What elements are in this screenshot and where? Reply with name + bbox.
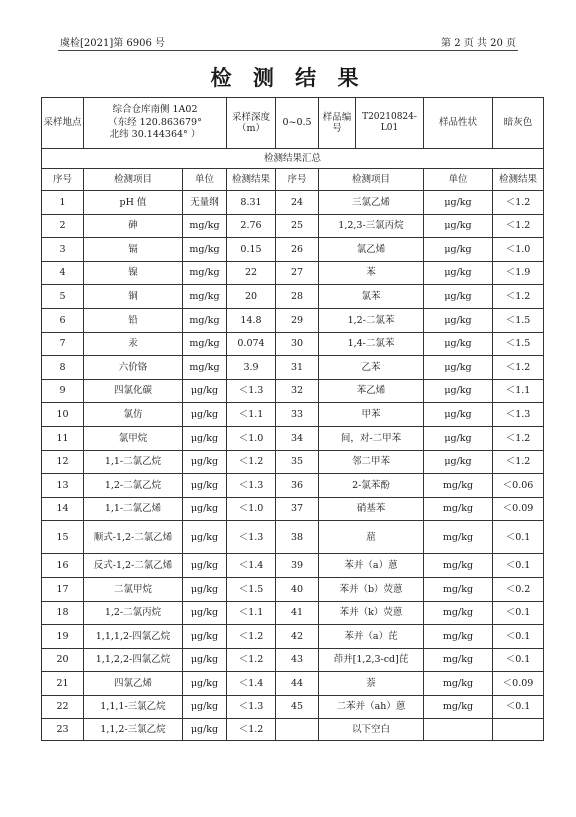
test-result: ＜0.1 xyxy=(493,648,544,672)
test-item: pH 值 xyxy=(84,191,183,215)
row-number: 14 xyxy=(42,497,84,521)
table-row xyxy=(42,356,544,380)
test-item: 以下空白 xyxy=(319,719,424,741)
test-result: ＜1.1 xyxy=(227,403,276,427)
row-number: 19 xyxy=(42,625,84,649)
test-item: 砷 xyxy=(84,214,183,238)
row-number: 16 xyxy=(42,554,84,578)
row-number: 34 xyxy=(276,426,319,450)
test-item: 2-氯苯酚 xyxy=(319,474,424,498)
test-item: 六价铬 xyxy=(84,356,183,380)
unit: mg/kg xyxy=(183,285,227,309)
table-row xyxy=(42,308,544,332)
table-row xyxy=(42,191,544,215)
test-result: ＜1.1 xyxy=(227,601,276,625)
row-number: 13 xyxy=(42,474,84,498)
unit: mg/kg xyxy=(424,625,493,649)
test-item: 1,2-二氯苯 xyxy=(319,308,424,332)
table-row xyxy=(42,403,544,427)
test-item: 间，对-二甲苯 xyxy=(319,426,424,450)
unit: mg/kg xyxy=(424,497,493,521)
row-number: 43 xyxy=(276,648,319,672)
unit: μg/kg xyxy=(424,261,493,285)
test-result: ＜1.5 xyxy=(493,308,544,332)
location-value xyxy=(84,98,227,149)
test-item: 1,1-二氯乙烷 xyxy=(84,450,183,474)
row-number: 29 xyxy=(276,308,319,332)
row-number: 33 xyxy=(276,403,319,427)
test-result: ＜1.2 xyxy=(493,426,544,450)
test-result: 20 xyxy=(227,285,276,309)
row-number: 42 xyxy=(276,625,319,649)
location-line: （东经 120.863679° xyxy=(108,116,202,128)
row-number: 23 xyxy=(42,719,84,741)
unit: μg/kg xyxy=(424,450,493,474)
unit: μg/kg xyxy=(183,379,227,403)
row-number: 5 xyxy=(42,285,84,309)
row-number: 40 xyxy=(276,577,319,601)
row-number: 8 xyxy=(42,356,84,380)
depth-value: 0~0.5 xyxy=(276,98,319,149)
unit: μg/kg xyxy=(183,403,227,427)
table-row xyxy=(42,426,544,450)
test-result: 0.074 xyxy=(227,332,276,356)
test-result: ＜1.4 xyxy=(227,672,276,696)
test-result: ＜1.0 xyxy=(227,497,276,521)
test-result: ＜1.3 xyxy=(493,403,544,427)
test-item: 铜 xyxy=(84,285,183,309)
report-number: 虞检[2021]第 6906 号 xyxy=(60,38,166,49)
test-item: 1,1-二氯乙烯 xyxy=(84,497,183,521)
sample-number-label: 样品编号 xyxy=(319,98,356,148)
row-number: 1 xyxy=(42,191,84,215)
unit: mg/kg xyxy=(183,261,227,285)
column-header: 检测结果 xyxy=(493,169,544,191)
table-row xyxy=(42,379,544,403)
unit: mg/kg xyxy=(183,214,227,238)
test-item: 茚并[1,2,3-cd]芘 xyxy=(319,648,424,672)
unit: μg/kg xyxy=(183,426,227,450)
test-item: 苯并（k）荧蒽 xyxy=(319,601,424,625)
test-result: ＜1.2 xyxy=(227,719,276,741)
row-number: 28 xyxy=(276,285,319,309)
table-row xyxy=(42,450,544,474)
test-result: ＜1.3 xyxy=(227,474,276,498)
test-result: 2.76 xyxy=(227,214,276,238)
row-number: 7 xyxy=(42,332,84,356)
test-result xyxy=(493,719,544,741)
row-number: 22 xyxy=(42,695,84,719)
summary-title: 检测结果汇总 xyxy=(42,149,544,169)
test-result: ＜1.2 xyxy=(493,285,544,309)
test-result: ＜0.09 xyxy=(493,672,544,696)
test-result: ＜1.3 xyxy=(227,379,276,403)
unit: μg/kg xyxy=(424,379,493,403)
row-number: 44 xyxy=(276,672,319,696)
unit: μg/kg xyxy=(424,214,493,238)
row-number: 18 xyxy=(42,601,84,625)
table-row xyxy=(42,625,544,649)
unit: μg/kg xyxy=(183,719,227,741)
test-result: ＜0.1 xyxy=(493,521,544,554)
test-result: ＜1.2 xyxy=(227,450,276,474)
test-result: ＜0.1 xyxy=(493,695,544,719)
unit: μg/kg xyxy=(424,332,493,356)
table-row xyxy=(42,332,544,356)
test-item: 1,1,1,2-四氯乙烷 xyxy=(84,625,183,649)
column-header: 检测项目 xyxy=(319,169,424,191)
row-number: 38 xyxy=(276,521,319,554)
test-result: 3.9 xyxy=(227,356,276,380)
test-item: 1,2-二氯乙烷 xyxy=(84,474,183,498)
test-item: 二氯甲烷 xyxy=(84,577,183,601)
location-line: 北纬 30.144364° ） xyxy=(109,129,201,141)
unit: μg/kg xyxy=(183,577,227,601)
row-number: 25 xyxy=(276,214,319,238)
row-number: 37 xyxy=(276,497,319,521)
column-header: 单位 xyxy=(424,169,493,191)
unit: μg/kg xyxy=(183,625,227,649)
unit: mg/kg xyxy=(183,308,227,332)
test-result: ＜1.2 xyxy=(227,625,276,649)
test-item: 顺式-1,2-二氯乙烯 xyxy=(84,521,183,554)
test-result: ＜1.2 xyxy=(493,214,544,238)
table-row xyxy=(42,474,544,498)
unit: μg/kg xyxy=(183,521,227,554)
test-item: 苯 xyxy=(319,261,424,285)
unit: μg/kg xyxy=(424,191,493,215)
test-item: 乙苯 xyxy=(319,356,424,380)
test-item: 1,4-二氯苯 xyxy=(319,332,424,356)
test-result: ＜1.9 xyxy=(493,261,544,285)
row-number: 2 xyxy=(42,214,84,238)
test-item: 四氯化碳 xyxy=(84,379,183,403)
test-result: ＜1.2 xyxy=(227,648,276,672)
row-number: 9 xyxy=(42,379,84,403)
unit: μg/kg xyxy=(183,450,227,474)
test-result: 8.31 xyxy=(227,191,276,215)
row-number: 20 xyxy=(42,648,84,672)
row-number: 6 xyxy=(42,308,84,332)
test-item: 铅 xyxy=(84,308,183,332)
unit: 无量纲 xyxy=(183,191,227,215)
test-item: 硝基苯 xyxy=(319,497,424,521)
test-item: 邻二甲苯 xyxy=(319,450,424,474)
table-row xyxy=(42,554,544,578)
sample-number-value: T20210824-L01 xyxy=(362,112,417,133)
test-item: 1,2,3-三氯丙烷 xyxy=(319,214,424,238)
depth-label: 采样深度（m） xyxy=(227,98,276,149)
header-divider xyxy=(58,50,518,51)
test-item: 镍 xyxy=(84,261,183,285)
test-item: 氯仿 xyxy=(84,403,183,427)
location-line: 综合仓库南侧 1A02 xyxy=(112,103,198,115)
test-item: 甲苯 xyxy=(319,403,424,427)
column-header: 检测结果 xyxy=(227,169,276,191)
unit: μg/kg xyxy=(183,554,227,578)
property-value: 暗灰色 xyxy=(493,98,544,149)
table-row xyxy=(42,577,544,601)
test-result: ＜0.1 xyxy=(493,625,544,649)
column-header: 检测项目 xyxy=(84,169,183,191)
test-result: ＜1.3 xyxy=(227,521,276,554)
row-number: 15 xyxy=(42,521,84,554)
row-number: 27 xyxy=(276,261,319,285)
test-result: ＜0.1 xyxy=(493,554,544,578)
test-result: ＜1.2 xyxy=(493,450,544,474)
unit: μg/kg xyxy=(424,403,493,427)
test-item: 苯并（b）荧蒽 xyxy=(319,577,424,601)
unit: mg/kg xyxy=(183,238,227,262)
test-item: 四氯乙烯 xyxy=(84,672,183,696)
row-number: 26 xyxy=(276,238,319,262)
unit: μg/kg xyxy=(424,356,493,380)
test-item: 镉 xyxy=(84,238,183,262)
unit: μg/kg xyxy=(183,648,227,672)
test-result: ＜1.0 xyxy=(227,426,276,450)
table-row xyxy=(42,285,544,309)
unit: μg/kg xyxy=(183,601,227,625)
results-table xyxy=(41,97,544,741)
table-row xyxy=(42,672,544,696)
unit: mg/kg xyxy=(424,521,493,554)
unit: mg/kg xyxy=(183,332,227,356)
unit: μg/kg xyxy=(424,308,493,332)
test-item: 氯乙烯 xyxy=(319,238,424,262)
unit: μg/kg xyxy=(183,497,227,521)
table-row xyxy=(42,238,544,262)
test-result: ＜1.3 xyxy=(227,695,276,719)
property-label: 样品性状 xyxy=(424,98,493,149)
test-result: 0.15 xyxy=(227,238,276,262)
test-result: 22 xyxy=(227,261,276,285)
row-number: 10 xyxy=(42,403,84,427)
row-number: 24 xyxy=(276,191,319,215)
unit: mg/kg xyxy=(424,577,493,601)
test-item: 1,1,2-三氯乙烷 xyxy=(84,719,183,741)
test-item: 苯并（a）蒽 xyxy=(319,554,424,578)
test-result: ＜1.1 xyxy=(493,379,544,403)
test-result: ＜1.0 xyxy=(493,238,544,262)
test-result: ＜0.1 xyxy=(493,601,544,625)
row-number: 12 xyxy=(42,450,84,474)
test-item: 汞 xyxy=(84,332,183,356)
test-result: ＜1.4 xyxy=(227,554,276,578)
test-item: 1,2-二氯丙烷 xyxy=(84,601,183,625)
column-header: 单位 xyxy=(183,169,227,191)
table-row xyxy=(42,601,544,625)
unit: μg/kg xyxy=(424,426,493,450)
row-number: 31 xyxy=(276,356,319,380)
row-number: 39 xyxy=(276,554,319,578)
test-result: ＜1.5 xyxy=(493,332,544,356)
test-result: ＜1.2 xyxy=(493,356,544,380)
test-result: ＜1.5 xyxy=(227,577,276,601)
row-number: 17 xyxy=(42,577,84,601)
row-number xyxy=(276,719,319,741)
table-row xyxy=(42,719,544,741)
table-row xyxy=(42,648,544,672)
test-result: 14.8 xyxy=(227,308,276,332)
unit: mg/kg xyxy=(424,601,493,625)
test-item: 苯并（a）芘 xyxy=(319,625,424,649)
unit xyxy=(424,719,493,741)
test-item: 苯乙烯 xyxy=(319,379,424,403)
row-number: 3 xyxy=(42,238,84,262)
unit: mg/kg xyxy=(183,356,227,380)
column-header: 序号 xyxy=(42,169,84,191)
table-row xyxy=(42,261,544,285)
row-number: 36 xyxy=(276,474,319,498)
unit: μg/kg xyxy=(424,238,493,262)
table-row xyxy=(42,497,544,521)
page-title: 检 测 结 果 xyxy=(210,65,366,90)
results-table-container xyxy=(41,97,543,741)
test-result: ＜0.06 xyxy=(493,474,544,498)
unit: μg/kg xyxy=(183,695,227,719)
row-number: 21 xyxy=(42,672,84,696)
page-indicator: 第 2 页 共 20 页 xyxy=(441,38,516,49)
test-item: 反式-1,2-二氯乙烯 xyxy=(84,554,183,578)
column-header: 序号 xyxy=(276,169,319,191)
test-item: 三氯乙烯 xyxy=(319,191,424,215)
test-item: 萘 xyxy=(319,672,424,696)
sample-info-row xyxy=(42,98,544,149)
unit: μg/kg xyxy=(183,672,227,696)
test-result: ＜0.2 xyxy=(493,577,544,601)
unit: μg/kg xyxy=(183,474,227,498)
unit: mg/kg xyxy=(424,672,493,696)
row-number: 32 xyxy=(276,379,319,403)
test-item: 1,1,2,2-四氯乙烷 xyxy=(84,648,183,672)
unit: mg/kg xyxy=(424,554,493,578)
table-row xyxy=(42,521,544,554)
unit: mg/kg xyxy=(424,648,493,672)
row-number: 45 xyxy=(276,695,319,719)
table-row xyxy=(42,695,544,719)
location-label: 采样地点 xyxy=(42,98,84,149)
unit: mg/kg xyxy=(424,695,493,719)
test-item: 二苯并（ah）蒽 xyxy=(319,695,424,719)
row-number: 41 xyxy=(276,601,319,625)
test-item: 氯苯 xyxy=(319,285,424,309)
test-result: ＜1.2 xyxy=(493,191,544,215)
test-result: ＜0.09 xyxy=(493,497,544,521)
column-header-row xyxy=(42,169,544,191)
summary-title-row xyxy=(42,149,544,169)
unit: μg/kg xyxy=(424,285,493,309)
sample-number-cell xyxy=(319,98,424,149)
unit: mg/kg xyxy=(424,474,493,498)
test-item: 䓛 xyxy=(319,521,424,554)
test-item: 氯甲烷 xyxy=(84,426,183,450)
row-number: 30 xyxy=(276,332,319,356)
row-number: 35 xyxy=(276,450,319,474)
row-number: 4 xyxy=(42,261,84,285)
table-row xyxy=(42,214,544,238)
test-item: 1,1,1-三氯乙烷 xyxy=(84,695,183,719)
row-number: 11 xyxy=(42,426,84,450)
